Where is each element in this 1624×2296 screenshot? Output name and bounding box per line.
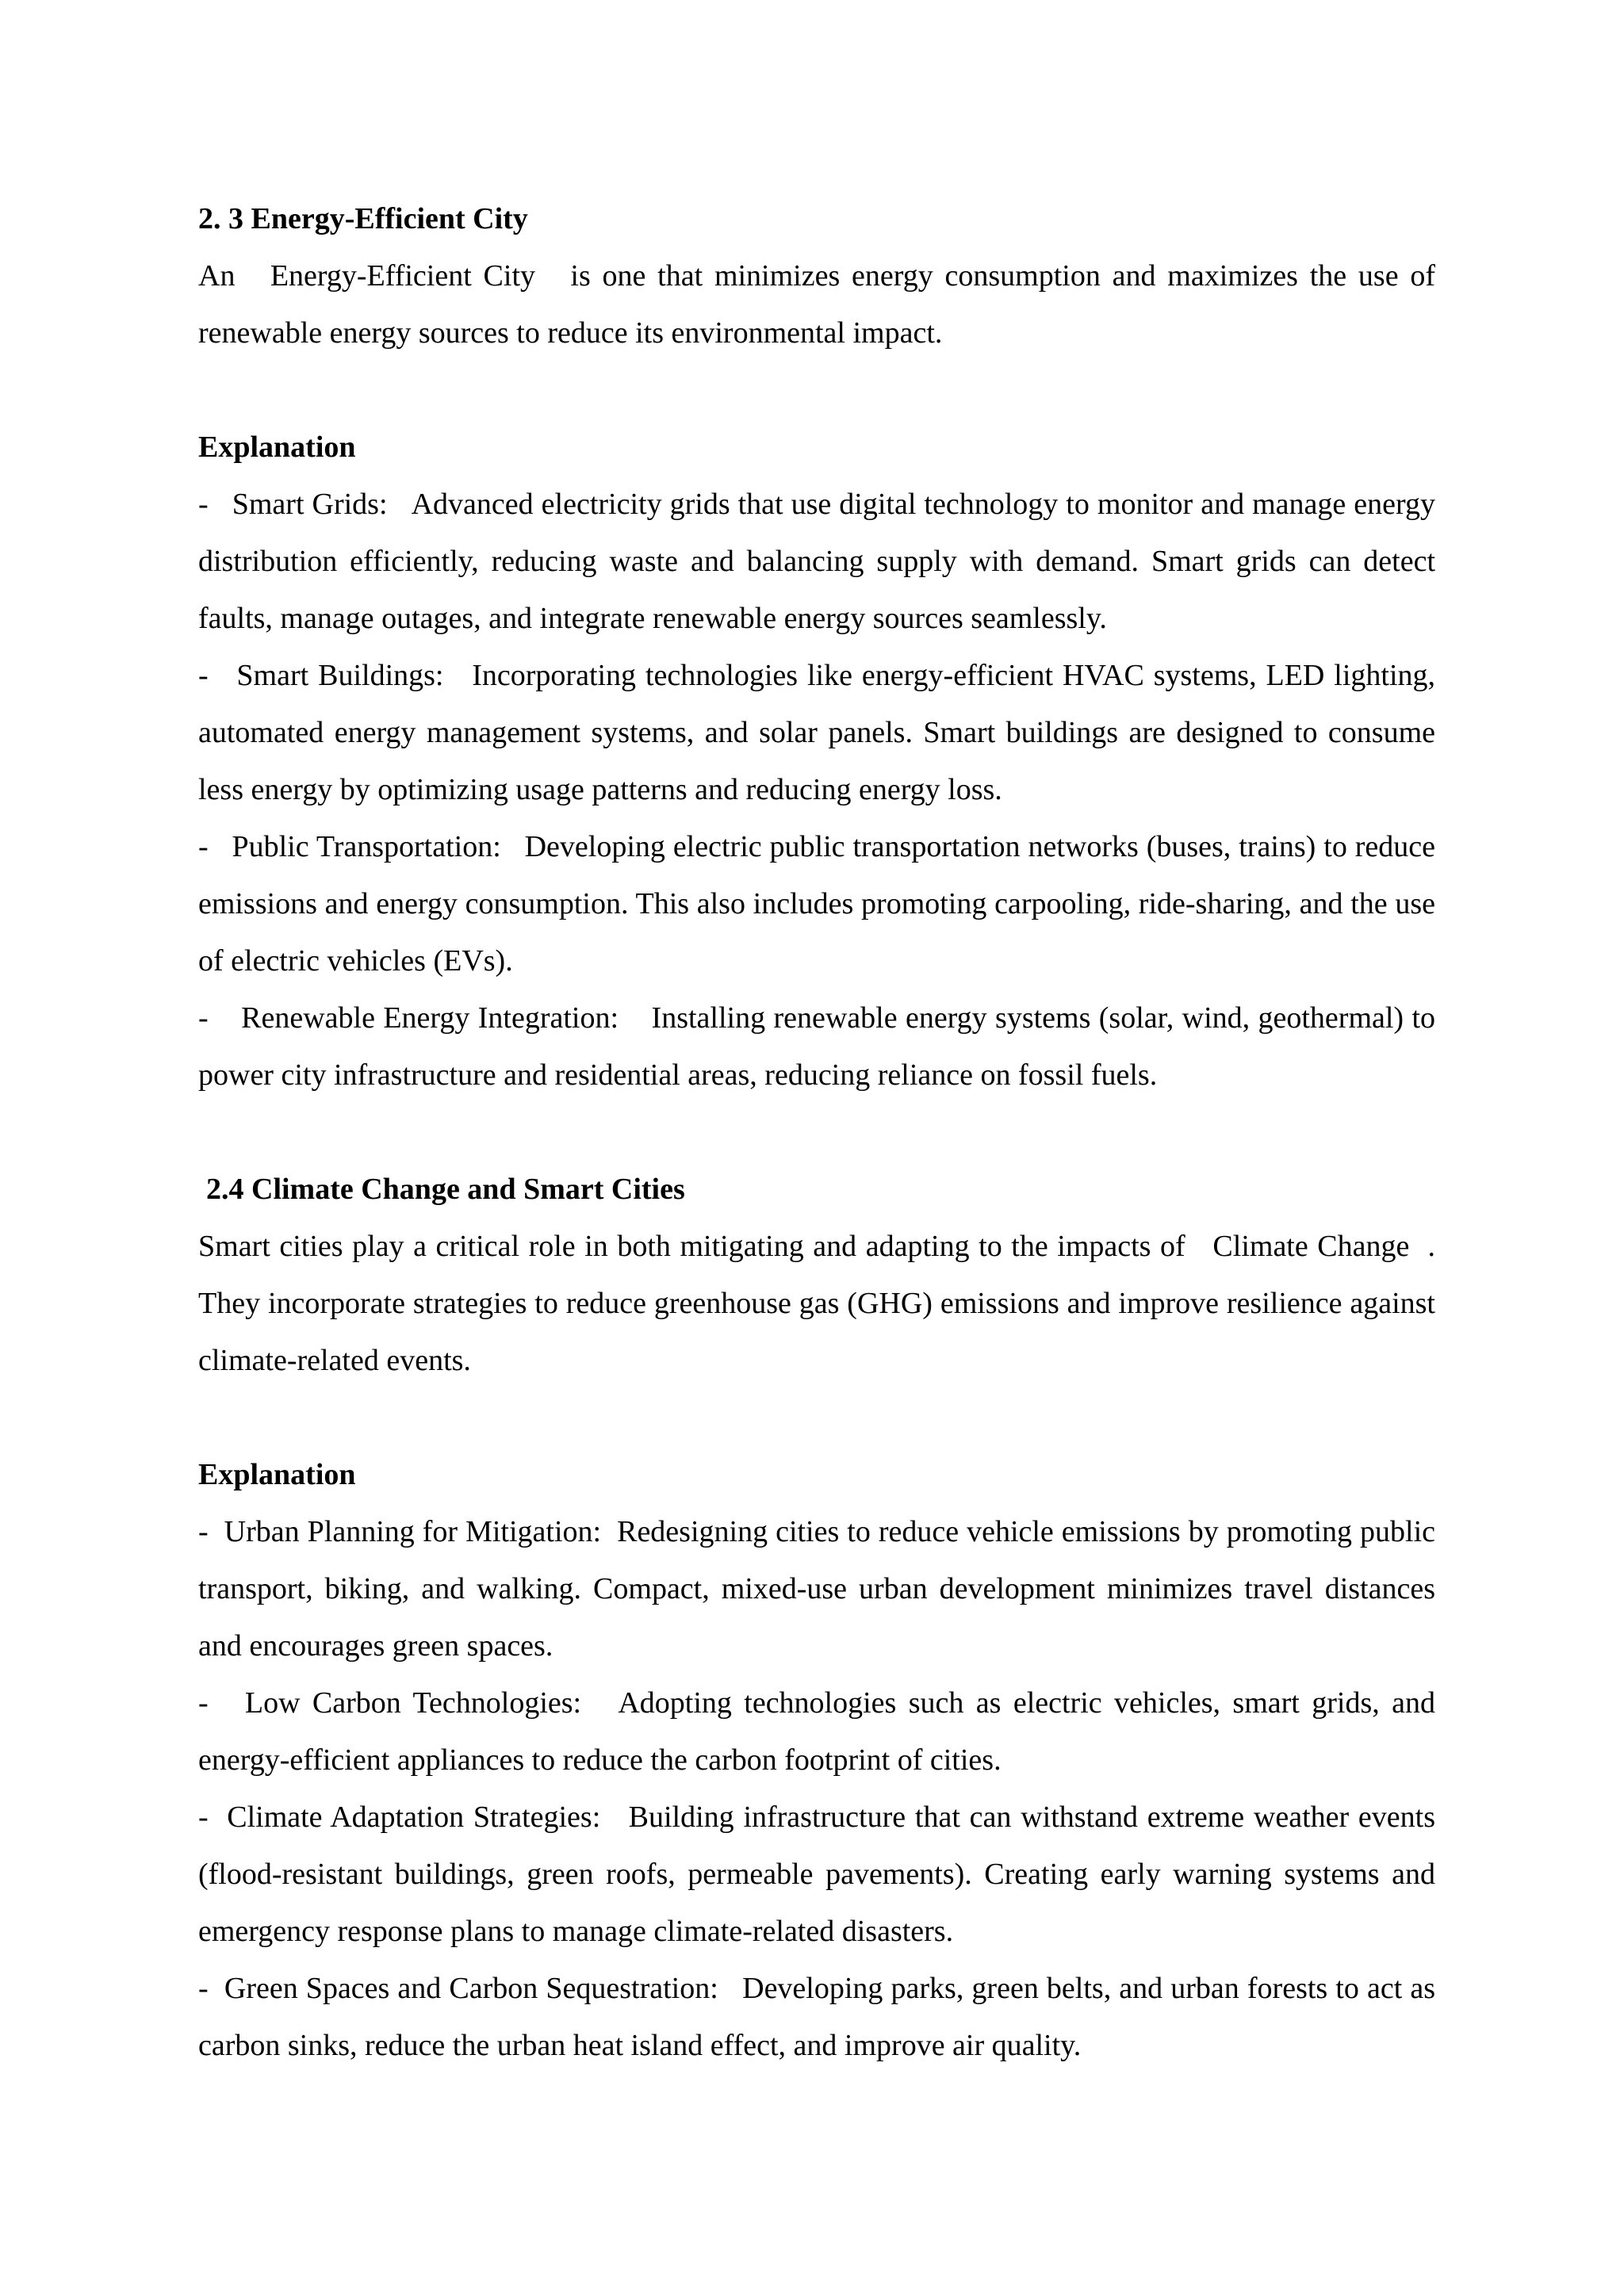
- list-item: [198, 1503, 1435, 1674]
- intro-prefix: Smart cities play a critical role in both mitigating and adapting to the impacts of: [198, 1230, 1195, 1263]
- spacer: [198, 1389, 1435, 1446]
- bullet-term: Public Transportation:: [232, 830, 501, 863]
- bullet-text: Redesigning cities to reduce vehicle emissions by promoting public transport, biking, and walking. Compact, mixed-use urban development minimizes travel distances and encourages green spaces.: [198, 1515, 1436, 1663]
- section-intro-2-3: [198, 247, 1435, 362]
- intro-term: Energy-Efficient City: [270, 259, 536, 293]
- bullet-term: Climate Adaptation Strategies:: [227, 1800, 601, 1834]
- bullet-dash: -: [198, 1001, 209, 1035]
- bullet-term: Low Carbon Technologies:: [244, 1686, 582, 1720]
- section-heading-2-3: 2. 3 Energy-Efficient City: [198, 202, 528, 235]
- bullet-term: Smart Grids:: [232, 488, 388, 521]
- bullet-term: Green Spaces and Carbon Sequestration:: [224, 1972, 718, 2005]
- bullet-text: Adopting technologies such as electric vehicles, smart grids, and energy-efficient appliances to reduce the carbon footprint of cities.: [198, 1686, 1436, 1777]
- section-intro-2-4: [198, 1218, 1435, 1389]
- bullet-dash: -: [198, 1800, 209, 1834]
- spacer: [198, 1104, 1435, 1161]
- list-item: [198, 476, 1435, 647]
- bullet-dash: -: [198, 1972, 209, 2005]
- list-item: [198, 1789, 1435, 1960]
- bullet-term: Smart Buildings:: [236, 659, 444, 692]
- list-item: [198, 989, 1435, 1104]
- bullet-dash: -: [198, 1686, 209, 1720]
- intro-rest: is one that minimizes energy consumption and maximizes the use of renewable energy sources to reduce its environmental impact.: [198, 259, 1436, 350]
- bullet-text: Advanced electricity grids that use digital technology to monitor and manage energy distribution efficiently, reducing waste and balancing supply with demand. Smart grids can detect faults, manage outages, and integrate renewable energy sources seamlessly.: [198, 488, 1436, 635]
- list-item: [198, 818, 1435, 989]
- bullet-term: Urban Planning for Mitigation:: [224, 1515, 602, 1548]
- intro-term: Climate Change: [1212, 1230, 1410, 1263]
- bullet-text: Building infrastructure that can withstand extreme weather events (flood-resistant buildings, green roofs, permeable pavements). Creating early warning systems and emergency response plans to manage climate-related disasters.: [198, 1800, 1436, 1948]
- bullet-term: Renewable Energy Integration:: [241, 1001, 619, 1035]
- explanation-heading-2-4: Explanation: [198, 1458, 356, 1491]
- section-heading-2-4: 2.4 Climate Change and Smart Cities: [206, 1173, 685, 1206]
- spacer: [198, 362, 1435, 419]
- bullet-dash: -: [198, 488, 209, 521]
- bullet-dash: -: [198, 830, 209, 863]
- list-item: [198, 1674, 1435, 1789]
- list-item: [198, 647, 1435, 818]
- bullet-text: Developing electric public transportation networks (buses, trains) to reduce emissions and energy consumption. This also includes promoting carpooling, ride-sharing, and the use of electric vehicles (EVs).: [198, 830, 1436, 978]
- document-body: [198, 190, 1435, 2074]
- bullet-text: Installing renewable energy systems (solar, wind, geothermal) to power city infrastructure and residential areas, reducing reliance on fossil fuels.: [198, 1001, 1436, 1092]
- intro-prefix: An: [198, 259, 247, 293]
- bullet-dash: -: [198, 1515, 209, 1548]
- explanation-heading-2-3: Explanation: [198, 430, 356, 464]
- bullet-text: Incorporating technologies like energy-efficient HVAC systems, LED lighting, automated energy management systems, and solar panels. Smart buildings are designed to consume less energy by optimizing usage patterns and reducing energy loss.: [198, 659, 1436, 806]
- list-item: [198, 1960, 1435, 2074]
- bullet-text: Developing parks, green belts, and urban forests to act as carbon sinks, reduce the urban heat island effect, and improve air quality.: [198, 1972, 1436, 2062]
- bullet-dash: -: [198, 659, 209, 692]
- intro-rest: . They incorporate strategies to reduce greenhouse gas (GHG) emissions and improve resilience against climate-related events.: [198, 1230, 1436, 1377]
